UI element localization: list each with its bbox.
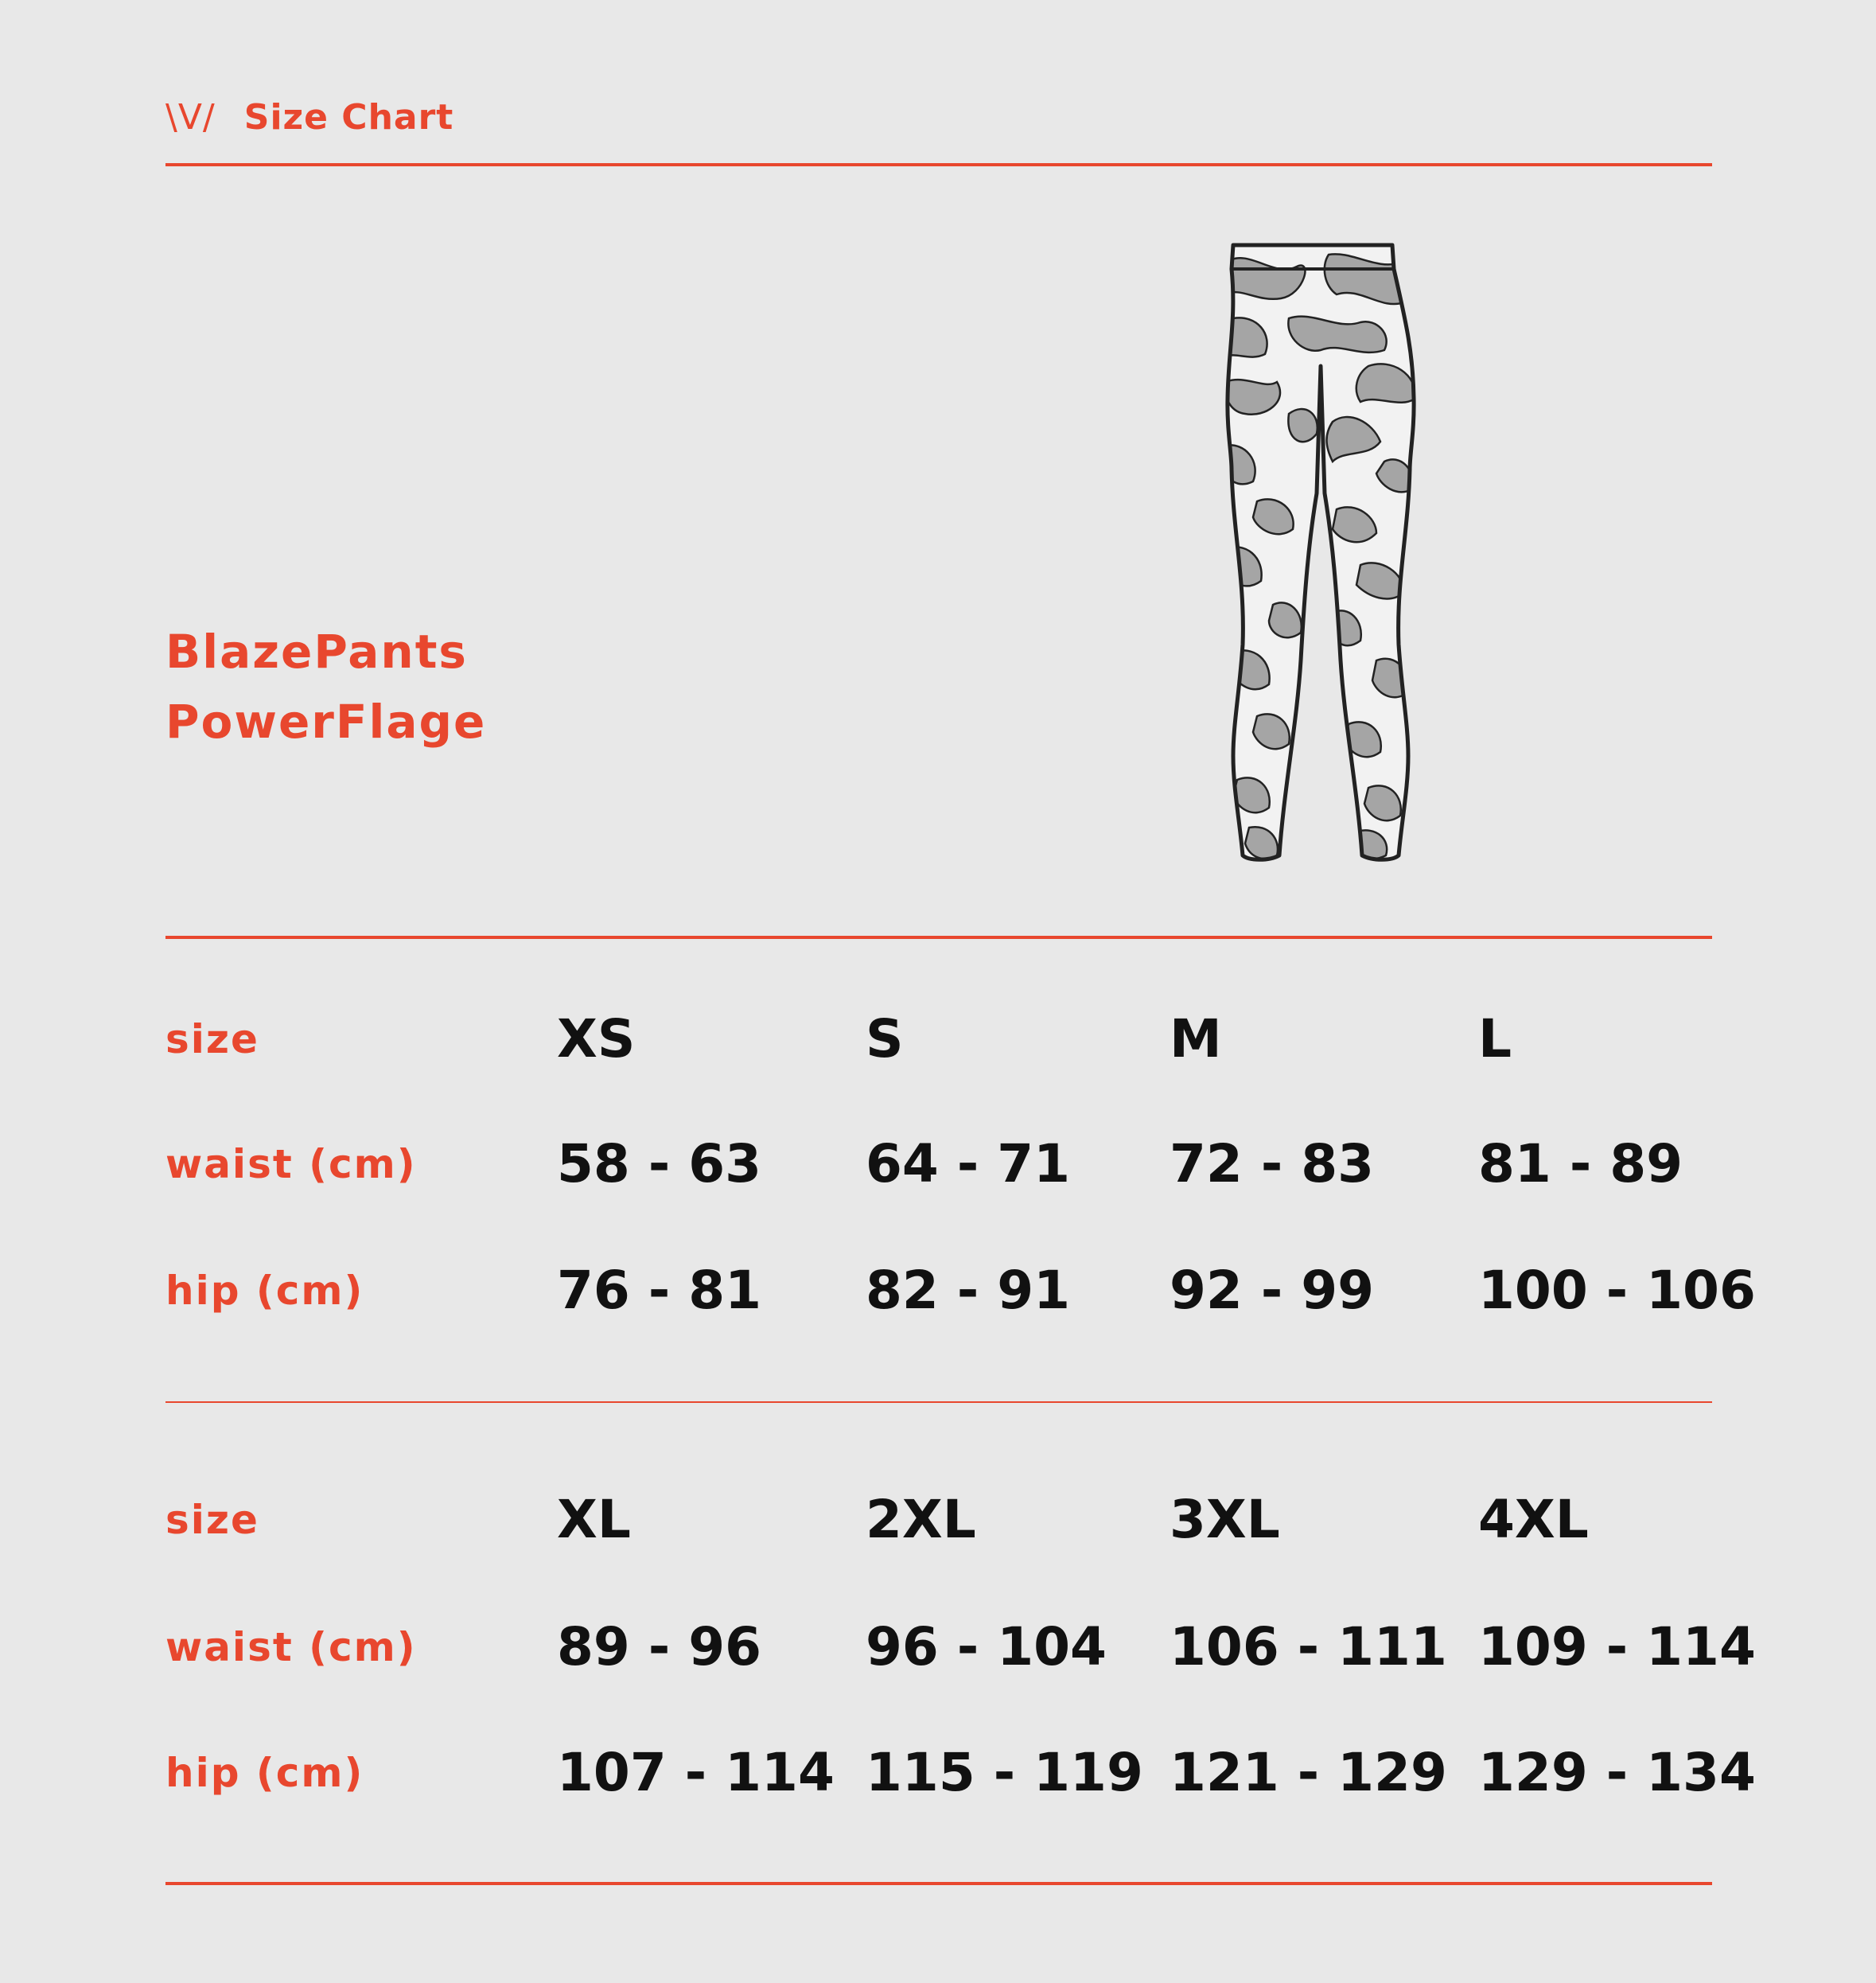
hip-cell: 121 - 129 xyxy=(1170,1742,1447,1803)
size-cell: S xyxy=(866,1008,904,1069)
header-divider xyxy=(165,163,1712,166)
waist-cell: 58 - 63 xyxy=(557,1133,762,1194)
waist-cell: 64 - 71 xyxy=(866,1133,1071,1194)
size-cell: XS xyxy=(557,1008,636,1069)
row-label: size xyxy=(165,1497,259,1543)
size-cell: L xyxy=(1478,1008,1512,1069)
row-label: size xyxy=(165,1016,259,1062)
product-name xyxy=(165,617,486,757)
hip-row xyxy=(165,1733,1756,1813)
size-cell: 3XL xyxy=(1170,1489,1280,1550)
page-title: Size Chart xyxy=(243,96,454,138)
row-label: waist (cm) xyxy=(165,1624,417,1670)
waist-row xyxy=(165,1607,1756,1687)
waist-cell: 81 - 89 xyxy=(1478,1133,1683,1194)
table-divider xyxy=(165,1401,1712,1403)
page-header xyxy=(165,89,453,145)
waist-cell: 96 - 104 xyxy=(866,1616,1107,1677)
hip-cell: 92 - 99 xyxy=(1170,1260,1375,1321)
size-cell: 2XL xyxy=(866,1489,976,1550)
size-cell: XL xyxy=(557,1489,631,1550)
brand-logo: \V/ xyxy=(165,96,216,138)
waist-row xyxy=(165,1124,1712,1204)
size-cell: 4XL xyxy=(1478,1489,1589,1550)
waist-cell: 109 - 114 xyxy=(1478,1616,1756,1677)
hip-row xyxy=(165,1251,1756,1330)
hip-cell: 107 - 114 xyxy=(557,1742,835,1803)
hip-cell: 100 - 106 xyxy=(1478,1260,1756,1321)
product-name-line-1: BlazePants xyxy=(165,625,468,679)
row-label: hip (cm) xyxy=(165,1750,364,1796)
hip-cell: 115 - 119 xyxy=(866,1742,1143,1803)
waist-cell: 106 - 111 xyxy=(1170,1616,1447,1677)
size-row xyxy=(165,1480,1712,1560)
hip-cell: 76 - 81 xyxy=(557,1260,762,1321)
section-divider xyxy=(165,936,1712,939)
hip-cell: 129 - 134 xyxy=(1478,1742,1756,1803)
waist-cell: 89 - 96 xyxy=(557,1616,762,1677)
leggings-illustration xyxy=(1177,231,1464,875)
size-row xyxy=(165,999,1712,1079)
waist-cell: 72 - 83 xyxy=(1170,1133,1375,1194)
footer-divider xyxy=(165,1882,1712,1885)
product-name-line-2: PowerFlage xyxy=(165,695,487,749)
hip-cell: 82 - 91 xyxy=(866,1260,1071,1321)
size-cell: M xyxy=(1170,1008,1222,1069)
row-label: waist (cm) xyxy=(165,1141,417,1187)
row-label: hip (cm) xyxy=(165,1268,364,1314)
